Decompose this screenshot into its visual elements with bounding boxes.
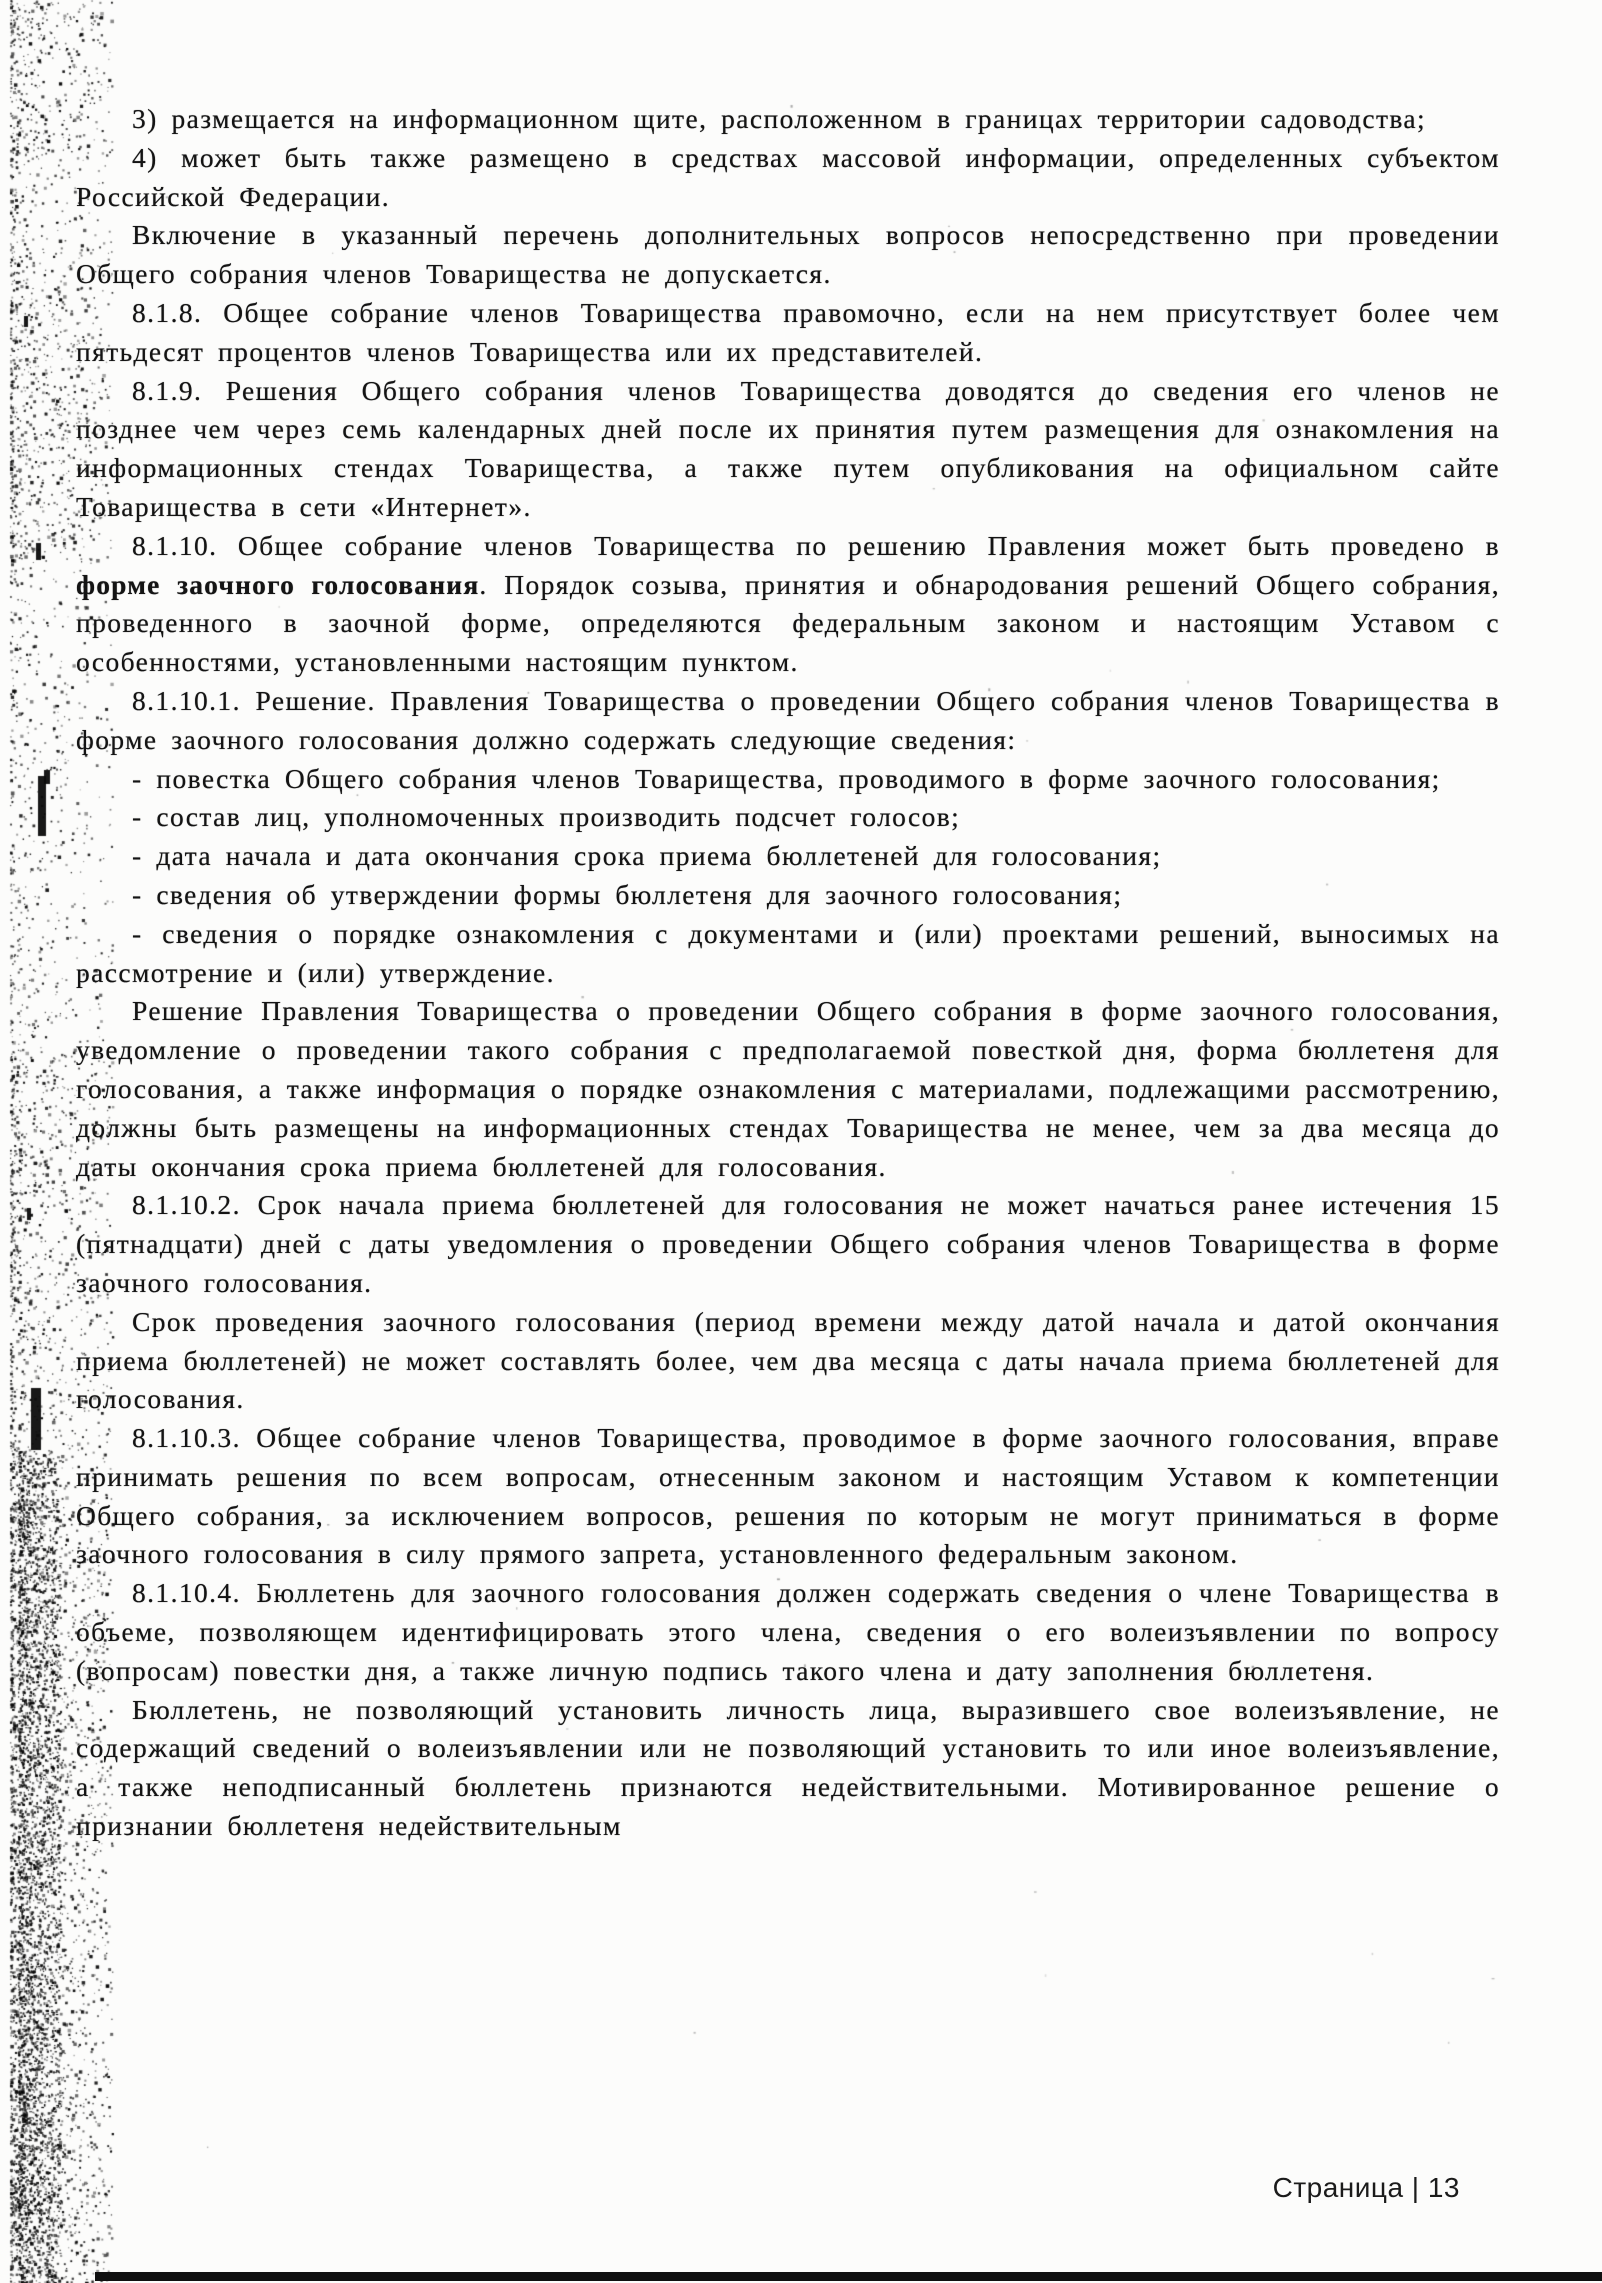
paragraph [76, 100, 1500, 139]
scan-bottom-edge-artifact [95, 2272, 1602, 2281]
paragraph [76, 992, 1500, 1186]
text-run: 8.1.10. Общее собрание членов Товарищества по решению Правления может быть проведено в [132, 529, 1500, 561]
paragraph [76, 915, 1500, 993]
paragraph [76, 139, 1500, 217]
text-run: 4) может быть также размещено в средствах массовой информации, определенных субъектом Российской Федерации. [76, 141, 1500, 212]
text-run: 3) размещается на информационном щите, расположенном в границах территории садоводства; [132, 103, 1427, 134]
paragraph [76, 1691, 1500, 1846]
text-run: Бюллетень, не позволяющий установить личность лица, выразившего свое волеизъявление, не содержащий сведений о волеизъявлении или не позволяющий установить то или иное волеизъявление, а также неподписанный бюллетень признаются недействительными. Мотивированное решение о признании бюллетеня недействительным [76, 1693, 1500, 1842]
text-run: Решение Правления Товарищества о проведении Общего собрания в форме заочного голосования, уведомление о проведении такого собрания с предполагаемой повесткой дня, форма бюллетеня для голосования, а также информация о порядке ознакомления с материалами, подлежащими рассмотрению, должны быть размещены на информационных стендах Товарищества не менее, чем за два месяца до даты окончания срока приема бюллетеней для голосования. [76, 995, 1500, 1182]
paragraph [76, 527, 1500, 682]
paragraph [76, 760, 1500, 799]
paragraph [76, 216, 1500, 294]
paragraph [76, 682, 1500, 760]
text-run: 8.1.10.3. Общее собрание членов Товарищества, проводимое в форме заочного голосования, вправе принимать решения по всем вопросам, отнесенным законом и настоящим Уставом к компетенции Общего собрания, за исключением вопросов, решения по которым не могут приниматься в форме заочного голосования в силу прямого запрета, установленного федеральным законом. [76, 1422, 1500, 1570]
document-body [76, 100, 1500, 1846]
paragraph [76, 876, 1500, 915]
paragraph [76, 372, 1500, 527]
text-run: 8.1.10.4. Бюллетень для заочного голосования должен содержать сведения о члене Товарищества в объеме, позволяющем идентифицировать этого члена, сведения о его волеизъявлении по вопросу (вопросам) повестки дня, а также личную подпись такого члена и дату заполнения бюллетеня. [76, 1577, 1500, 1686]
text-run: - дата начала и дата окончания срока приема бюллетеней для голосования; [132, 840, 1162, 872]
text-run: 8.1.8. Общее собрание членов Товарищества правомочно, если на нем присутствует более чем пятьдесят процентов членов Товарищества или их представителей. [76, 296, 1500, 367]
text-run: Включение в указанный перечень дополнительных вопросов непосредственно при проведении Общего собрания членов Товарищества не допускается. [76, 219, 1500, 290]
text-run: Срок проведения заочного голосования (период времени между датой начала и датой окончания приема бюллетеней) не может составлять более, чем два месяца с даты начала приема бюллетеней для голосования. [76, 1305, 1500, 1415]
text-run: - состав лиц, уполномоченных производить подсчет голосов; [132, 801, 961, 833]
paragraph-list [76, 100, 1500, 1846]
paragraph [76, 1303, 1500, 1419]
paragraph [76, 798, 1500, 837]
text-run: 8.1.10.1. Решение. Правления Товарищества о проведении Общего собрания членов Товарищества в форме заочного голосования должно содержать следующие сведения: [76, 684, 1500, 755]
page-footer [1273, 2172, 1460, 2204]
paragraph [76, 1186, 1500, 1302]
text-run: - повестка Общего собрания членов Товарищества, проводимого в форме заочного голосования; [132, 762, 1441, 794]
paragraph [76, 1574, 1500, 1690]
paragraph [76, 294, 1500, 372]
paragraph [76, 837, 1500, 876]
page-number-label: Страница | 13 [1272, 2172, 1460, 2203]
bold-text-run: форме заочного голосования [76, 568, 480, 600]
text-run: - сведения об утверждении формы бюллетеня для заочного голосования; [132, 878, 1123, 910]
text-run: . Порядок созыва, принятия и обнародования решений Общего собрания, проведенного в заочной форме, определяются федеральным законом и настоящим Уставом с особенностями, установленными настоящим пунктом. [76, 568, 1500, 678]
text-run: - сведения о порядке ознакомления с документами и (или) проектами решений, выносимых на рассмотрение и (или) утверждение. [76, 917, 1500, 988]
text-run: 8.1.9. Решения Общего собрания членов Товарищества доводятся до сведения его членов не позднее чем через семь календарных дней после их принятия путем размещения для ознакомления на информационных стендах Товарищества, а также путем опубликования на официальном сайте Товарищества в сети «Интернет». [76, 374, 1500, 522]
text-run: 8.1.10.2. Срок начала приема бюллетеней для голосования не может начаться ранее истечения 15 (пятнадцати) дней с даты уведомления о проведении Общего собрания членов Товарищества в форме заочного голосования. [76, 1189, 1500, 1298]
paragraph [76, 1419, 1500, 1574]
